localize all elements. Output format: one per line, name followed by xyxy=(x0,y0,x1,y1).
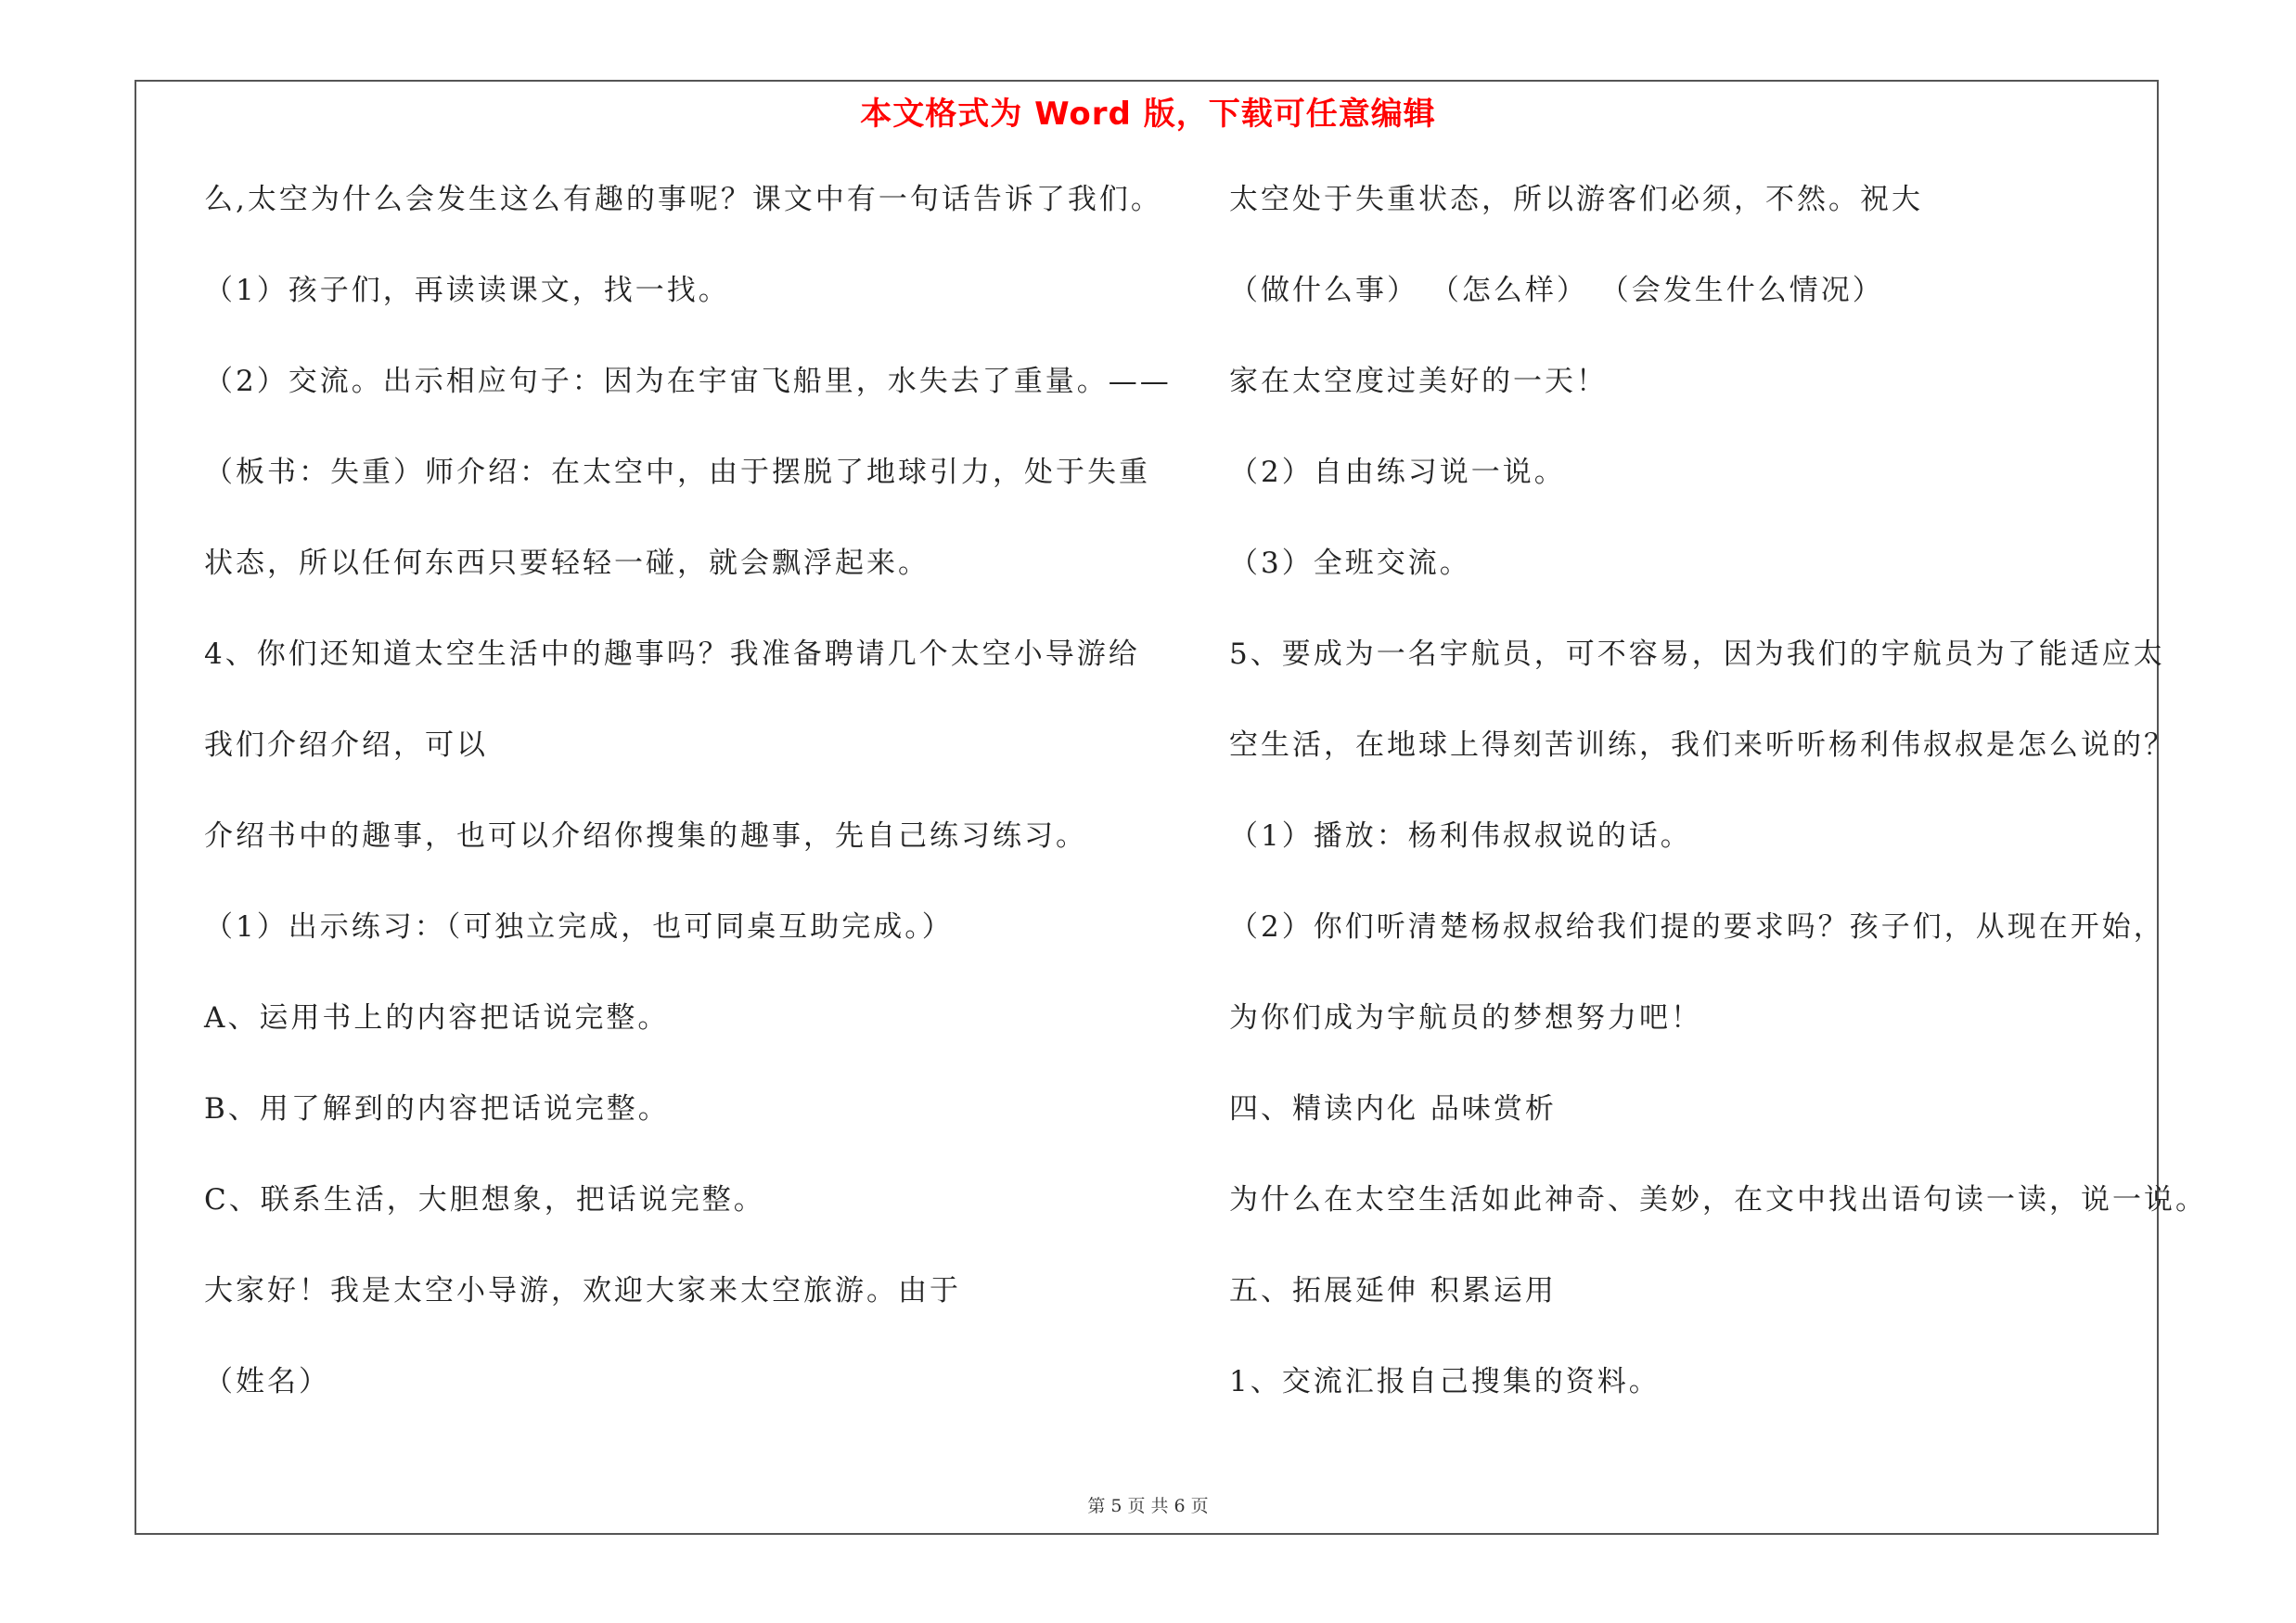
text-line: 4、你们还知道太空生活中的趣事吗？我准备聘请几个太空小导游给 xyxy=(204,638,1140,671)
format-banner: 本文格式为 Word 版，下载可任意编辑 xyxy=(860,96,1436,133)
text-line: 为什么在太空生活如此神奇、美妙，在文中找出语句读一读，说一说。 xyxy=(1229,1183,2207,1217)
text-line: （3）全班交流。 xyxy=(1229,547,1471,580)
section-heading: 四、精读内化 品味赏析 xyxy=(1229,1092,1557,1126)
text-line: （1）播放：杨利伟叔叔说的话。 xyxy=(1229,819,1692,853)
text-line: 太空处于失重状态，所以游客们必须，不然。祝大 xyxy=(1229,183,1923,216)
text-line: 家在太空度过美好的一天！ xyxy=(1229,365,1608,398)
text-line: （2）自由练习说一说。 xyxy=(1229,456,1566,489)
text-line: （1）孩子们，再读读课文，找一找。 xyxy=(204,274,730,307)
text-line: 空生活，在地球上得刻苦训练，我们来听听杨利伟叔叔是怎么说的？ xyxy=(1229,728,2175,762)
text-line: （1）出示练习：（可独立完成，也可同桌互助完成。） xyxy=(204,910,954,944)
text-line: （2）交流。出示相应句子：因为在宇宙飞船里，水失去了重量。—— xyxy=(204,365,1172,398)
text-line: 状态，所以任何东西只要轻轻一碰，就会飘浮起来。 xyxy=(204,547,930,580)
text-line: 1、交流汇报自己搜集的资料。 xyxy=(1229,1365,1661,1398)
text-line: 5、要成为一名宇航员，可不容易，因为我们的宇航员为了能适应太 xyxy=(1229,638,2165,671)
text-line: 介绍书中的趣事，也可以介绍你搜集的趣事，先自己练习练习。 xyxy=(204,819,1087,853)
page-number: 第 5 页 共 6 页 xyxy=(1087,1496,1209,1516)
text-line: 我们介绍介绍，可以 xyxy=(204,728,488,762)
text-line: B、用了解到的内容把话说完整。 xyxy=(204,1092,670,1126)
text-line: 为你们成为宇航员的梦想努力吧！ xyxy=(1229,1001,1702,1035)
text-line: A、运用书上的内容把话说完整。 xyxy=(204,1001,670,1035)
text-line: 么,太空为什么会发生这么有趣的事呢？课文中有一句话告诉了我们。 xyxy=(204,183,1162,216)
text-line: （做什么事） （怎么样） （会发生什么情况） xyxy=(1229,274,1884,307)
text-line: （姓名） xyxy=(204,1365,330,1398)
text-line: （板书：失重）师介绍：在太空中，由于摆脱了地球引力，处于失重 xyxy=(204,456,1150,489)
section-heading: 五、拓展延伸 积累运用 xyxy=(1229,1274,1557,1307)
text-line: （2）你们听清楚杨叔叔给我们提的要求吗？孩子们，从现在开始， xyxy=(1229,910,2165,944)
text-line: 大家好！我是太空小导游，欢迎大家来太空旅游。由于 xyxy=(204,1274,961,1307)
text-line: C、联系生活，大胆想象，把话说完整。 xyxy=(204,1183,765,1217)
